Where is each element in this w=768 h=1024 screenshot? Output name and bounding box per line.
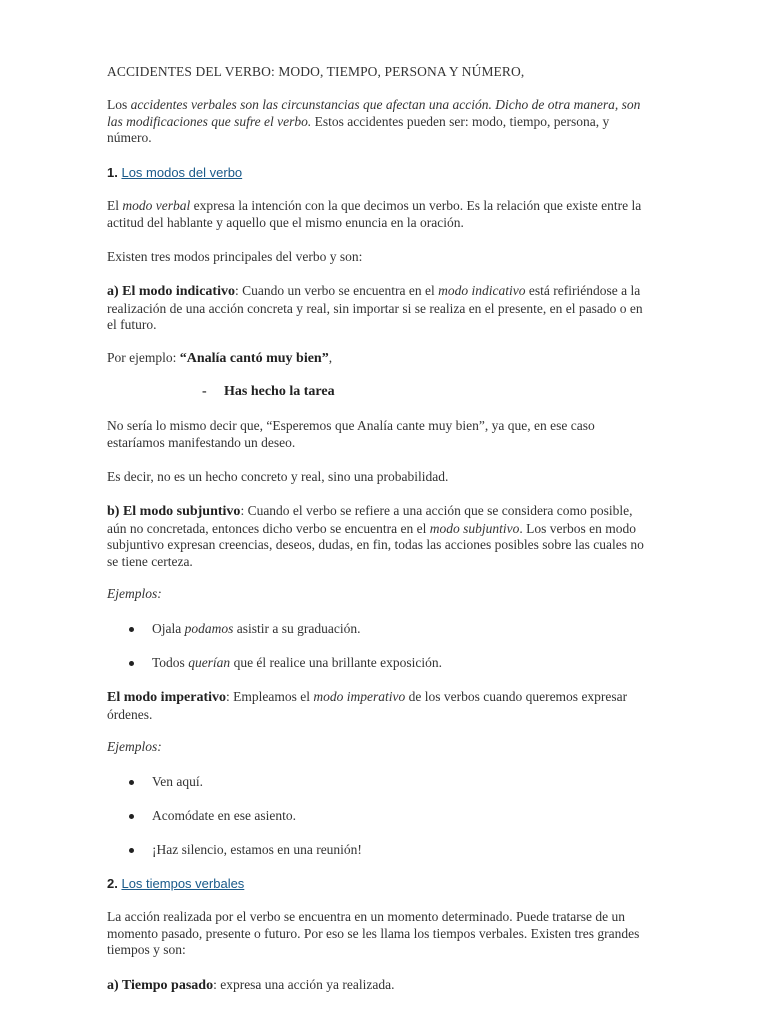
ejemplos-heading-2 xyxy=(107,739,647,756)
modo-verbal-text-end: expresa la intención con la que decimos un verbo. Es la relación que existe entre la actitud del hablante y aquello que el mismo enuncia en la oración. xyxy=(107,198,642,230)
document-title: ACCIDENTES DEL VERBO: MODO, TIEMPO, PERSONA Y NÚMERO, xyxy=(107,64,525,79)
ejemplo-indicativo xyxy=(107,350,647,368)
subjuntivo-paragraph xyxy=(107,503,647,570)
pasado-text: : expresa una acción ya realizada. xyxy=(213,977,395,992)
ejemplo-quote: “Analía cantó muy bien” xyxy=(179,351,329,366)
section-heading-modos xyxy=(107,165,647,182)
pasado-label: a) Tiempo pasado xyxy=(107,978,214,993)
list-item-text: Acomódate en ese asiento. xyxy=(152,808,296,823)
bullet-icon xyxy=(129,627,134,632)
imperativo-italic: modo imperativo xyxy=(313,689,406,704)
bullet-icon xyxy=(129,661,134,666)
indicativo-italic: modo indicativo xyxy=(438,283,526,298)
list-item-text: Ven aquí. xyxy=(152,774,203,789)
indicativo-text-end: está refiriéndose a la realización de una acción concreta y real, sin importar si se realiza en el presente, en el pasado o en el futuro. xyxy=(107,283,643,332)
subjuntivo-text-end: . Los verbos en modo subjuntivo expresan creencias, deseos, dudas, en fin, todas las acciones posibles sobre las cuales no se tiene certeza. xyxy=(107,520,644,569)
bullet-icon xyxy=(129,780,134,785)
dash-item-text: Has hecho la tarea xyxy=(224,384,335,399)
item-italic: querían xyxy=(188,655,231,670)
list-item-text xyxy=(152,621,360,638)
pasado-paragraph xyxy=(107,977,647,995)
es-decir-paragraph: Es decir, no es un hecho concreto y real, sino una probabilidad. xyxy=(107,469,449,484)
intro-paragraph xyxy=(107,97,647,147)
indicativo-label: a) El modo indicativo xyxy=(107,284,235,299)
dash-marker: - xyxy=(202,384,207,399)
ejemplo-comma: , xyxy=(328,350,333,365)
item-italic: podamos xyxy=(184,621,234,636)
section-heading-tiempos xyxy=(107,876,647,893)
no-seria-paragraph: No sería lo mismo decir que, “Esperemos que Analía cante muy bien”, ya que, en ese caso estaríamos manifestando un deseo. xyxy=(107,418,595,450)
imperativo-text-end: de los verbos cuando queremos expresar órdenes. xyxy=(107,689,628,722)
subjuntivo-label: b) El modo subjuntivo xyxy=(107,504,241,519)
item-text-end: asistir a su graduación. xyxy=(233,621,361,636)
modo-verbal-text: El xyxy=(107,198,123,213)
tiempos-paragraph: La acción realizada por el verbo se encuentra en un momento determinado. Puede tratarse de un momento pasado, presente o futuro. Por eso se les llama los tiempos verbales. Existen tres grandes tiempos y son: xyxy=(107,909,640,957)
tres-modos-paragraph: Existen tres modos principales del verbo y son: xyxy=(107,249,363,264)
list-item-text xyxy=(152,655,442,672)
item-text: Todos xyxy=(152,655,189,670)
imperativo-paragraph xyxy=(107,689,647,723)
list-item-text: ¡Haz silencio, estamos en una reunión! xyxy=(152,842,362,857)
link-modos-del-verbo[interactable]: Los modos del verbo xyxy=(121,165,243,180)
section-number: 2. xyxy=(107,876,122,891)
ejemplos-heading-1 xyxy=(107,586,647,603)
modo-verbal-italic: modo verbal xyxy=(122,198,191,213)
bullet-icon xyxy=(129,814,134,819)
link-tiempos-verbales[interactable]: Los tiempos verbales xyxy=(121,876,245,891)
item-text: Ojala xyxy=(152,621,185,636)
ejemplo-label: Por ejemplo: xyxy=(107,350,180,365)
indicativo-paragraph xyxy=(107,283,647,334)
imperativo-text: : Empleamos el xyxy=(226,689,314,704)
indicativo-text: : Cuando un verbo se encuentra en el xyxy=(234,283,439,298)
modo-verbal-paragraph xyxy=(107,198,647,231)
imperativo-label: El modo imperativo xyxy=(107,690,226,705)
intro-text: Los xyxy=(107,97,131,112)
section-number: 1. xyxy=(107,165,122,180)
ejemplos-label-1: Ejemplos: xyxy=(107,586,162,601)
intro-italic: accidentes verbales son las circunstancias que afectan una acción. Dicho de otra manera, son las modificaciones que sufre el verbo. xyxy=(107,97,641,129)
dash-list-item xyxy=(202,384,602,401)
bullet-icon xyxy=(129,848,134,853)
ejemplos-label-2: Ejemplos: xyxy=(107,739,162,754)
item-text-end: que él realice una brillante exposición. xyxy=(230,655,442,670)
intro-text-end: Estos accidentes pueden ser: modo, tiempo, persona, y número. xyxy=(107,113,610,145)
subjuntivo-italic: modo subjuntivo xyxy=(429,520,520,536)
subjuntivo-text: : Cuando el verbo se refiere a una acción que se considera como posible, aún no concretada, entonces dicho verbo se encuentra en el xyxy=(107,503,633,536)
